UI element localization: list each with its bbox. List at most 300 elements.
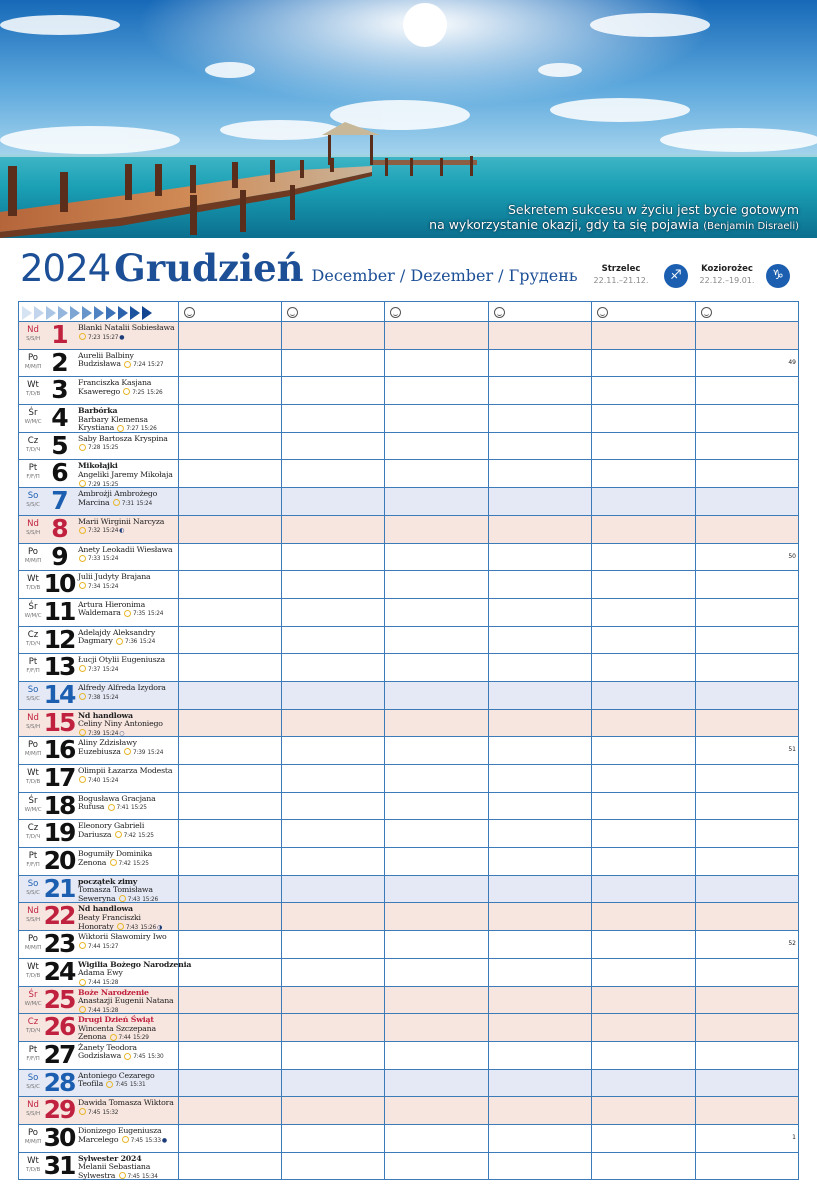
day-number: 26 [43, 1012, 75, 1042]
day-row [19, 986, 799, 1014]
weekday-abbreviations: S/S/Н [26, 723, 40, 730]
note-cell[interactable] [385, 405, 489, 433]
note-cell[interactable] [179, 765, 282, 793]
day-number: 14 [43, 679, 75, 709]
note-cell[interactable] [592, 765, 696, 793]
weekday-name: Śr [28, 989, 38, 1000]
sun-icon [124, 361, 131, 368]
sun-icon [79, 693, 86, 700]
weekday-abbreviations: S/S/Н [26, 529, 40, 536]
observance-label: Barbórka [78, 406, 118, 416]
note-cell[interactable] [282, 654, 385, 682]
note-cell[interactable] [592, 681, 696, 709]
note-cell[interactable] [592, 1069, 696, 1097]
note-cell[interactable] [179, 322, 282, 350]
note-cell[interactable] [696, 654, 799, 682]
note-cell[interactable] [696, 1041, 799, 1069]
note-cell[interactable] [592, 571, 696, 599]
note-cell[interactable] [592, 903, 696, 931]
name-days [78, 1155, 177, 1182]
note-cell[interactable] [385, 903, 489, 931]
day-info-cell [19, 432, 179, 460]
note-cell[interactable] [282, 792, 385, 820]
note-cell[interactable] [489, 654, 592, 682]
weekday-abbreviations: F/F/П [26, 1055, 40, 1062]
weekday-abbreviations: S/S/Н [26, 1111, 40, 1118]
sunset-time: 15:24 [136, 500, 152, 507]
note-cell[interactable] [696, 848, 799, 876]
note-cell[interactable] [179, 598, 282, 626]
name-day-text: Ambrożji Ambrożego [78, 489, 158, 499]
note-cell[interactable] [385, 543, 489, 571]
note-cell[interactable] [592, 709, 696, 737]
note-cell[interactable] [179, 1069, 282, 1097]
day-number: 10 [43, 569, 75, 599]
note-cell[interactable] [592, 1014, 696, 1042]
note-cell[interactable] [592, 460, 696, 488]
note-cell[interactable] [696, 1014, 799, 1042]
note-cell[interactable] [696, 571, 799, 599]
note-cell[interactable] [696, 903, 799, 931]
note-cell[interactable] [489, 709, 592, 737]
note-cell[interactable] [592, 875, 696, 903]
note-cell[interactable] [179, 377, 282, 405]
note-cell[interactable] [179, 1124, 282, 1152]
name-day-text: Saby Bartosza Kryspina [78, 433, 168, 443]
month-name: Grudzień [114, 246, 304, 290]
sunset-time: 15:24 [102, 777, 119, 784]
observance-label: Nd handlowa [78, 710, 133, 720]
note-cell[interactable] [179, 349, 282, 377]
note-cell[interactable] [385, 1041, 489, 1069]
smiley-icon [390, 307, 401, 318]
capricorn-icon: ♑ [766, 264, 790, 288]
note-cell[interactable] [282, 598, 385, 626]
zodiac-dates: 22.12.–19.01. [699, 276, 755, 285]
note-cell[interactable] [282, 1069, 385, 1097]
sun-icon [117, 923, 124, 930]
note-cell[interactable] [385, 377, 489, 405]
note-cell[interactable] [489, 1069, 592, 1097]
note-cell[interactable] [179, 543, 282, 571]
sunrise-time: 7:23 [88, 334, 101, 341]
weekday-name: So [27, 1072, 39, 1083]
weekday-abbreviations: W/M/С [24, 1000, 42, 1007]
weekday-name: Śr [28, 408, 38, 419]
name-day-text: Budzisława [78, 359, 121, 369]
note-cell[interactable] [282, 1014, 385, 1042]
note-cell[interactable] [385, 1152, 489, 1180]
note-cell[interactable] [489, 432, 592, 460]
note-cell[interactable] [282, 1124, 385, 1152]
note-cell[interactable] [592, 543, 696, 571]
note-cell[interactable] [592, 820, 696, 848]
note-cell[interactable] [696, 931, 799, 959]
sunrise-time: 7:38 [88, 694, 101, 701]
moon-phase-icon: ◐ [119, 527, 125, 535]
note-cell[interactable] [489, 848, 592, 876]
note-cell[interactable] [282, 681, 385, 709]
weekday-name: Cz [27, 1017, 39, 1028]
note-cell[interactable] [696, 681, 799, 709]
note-cell[interactable] [592, 515, 696, 543]
sun-icon [79, 444, 86, 451]
note-cell[interactable] [696, 377, 799, 405]
sun-icon [117, 425, 124, 432]
sunset-time: 15:26 [140, 426, 157, 433]
note-cell[interactable] [282, 460, 385, 488]
weekday-abbreviations: T/D/В [25, 391, 41, 398]
note-cell[interactable] [179, 681, 282, 709]
note-cell[interactable] [592, 848, 696, 876]
note-cell[interactable] [385, 349, 489, 377]
name-days [78, 1099, 177, 1117]
day-info-cell [19, 488, 179, 516]
name-day-text: Anastazji Eugenii Natana [78, 996, 174, 1006]
note-cell[interactable] [385, 1097, 489, 1125]
note-cell[interactable] [592, 322, 696, 350]
note-cell[interactable] [489, 349, 592, 377]
note-cell[interactable] [592, 1152, 696, 1180]
day-row [19, 515, 799, 543]
note-cell[interactable] [385, 931, 489, 959]
note-cell[interactable] [179, 903, 282, 931]
note-cell[interactable] [385, 875, 489, 903]
note-cell[interactable] [282, 709, 385, 737]
note-cell[interactable] [592, 737, 696, 765]
note-cell[interactable] [282, 903, 385, 931]
sun-icon [119, 1172, 126, 1179]
note-cell[interactable] [489, 488, 592, 516]
column-header [179, 302, 282, 322]
grid-header-row [19, 302, 799, 322]
note-cell[interactable] [282, 931, 385, 959]
note-cell[interactable] [696, 765, 799, 793]
note-cell[interactable] [282, 1097, 385, 1125]
note-cell[interactable] [489, 820, 592, 848]
weekday-name: Cz [27, 435, 39, 446]
note-cell[interactable] [385, 571, 489, 599]
sun-icon [79, 665, 86, 672]
note-cell[interactable] [696, 322, 799, 350]
note-cell[interactable] [489, 1097, 592, 1125]
note-cell[interactable] [696, 986, 799, 1014]
note-cell[interactable] [489, 986, 592, 1014]
note-cell[interactable] [385, 460, 489, 488]
note-cell[interactable] [282, 322, 385, 350]
note-cell[interactable] [179, 931, 282, 959]
note-cell[interactable] [179, 460, 282, 488]
note-cell[interactable] [489, 931, 592, 959]
note-cell[interactable] [179, 515, 282, 543]
day-number: 3 [51, 375, 67, 405]
note-cell[interactable] [489, 460, 592, 488]
name-days [78, 959, 192, 988]
day-info-cell [19, 1097, 179, 1125]
note-cell[interactable] [179, 875, 282, 903]
day-info-cell [19, 986, 179, 1014]
note-cell[interactable] [385, 681, 489, 709]
note-cell[interactable] [282, 626, 385, 654]
note-cell[interactable] [489, 405, 592, 433]
note-cell[interactable] [385, 1014, 489, 1042]
name-days [78, 712, 177, 739]
note-cell[interactable] [282, 820, 385, 848]
sun-icon [79, 979, 86, 986]
note-cell[interactable] [385, 515, 489, 543]
smiley-icon [287, 307, 298, 318]
weekday-abbreviations: S/S/С [26, 889, 40, 896]
day-row [19, 903, 799, 931]
day-number: 6 [51, 458, 67, 488]
note-cell[interactable] [282, 432, 385, 460]
note-cell[interactable] [385, 765, 489, 793]
note-cell[interactable] [282, 543, 385, 571]
moon-phase-icon: ● [119, 333, 125, 341]
note-cell[interactable] [592, 626, 696, 654]
note-cell[interactable] [179, 792, 282, 820]
note-cell[interactable] [592, 598, 696, 626]
note-cell[interactable] [282, 737, 385, 765]
day-number: 31 [43, 1150, 75, 1180]
day-info-cell [19, 1041, 179, 1069]
note-cell[interactable] [592, 488, 696, 516]
calendar-grid [18, 301, 799, 1180]
sunrise-time: 7:29 [88, 481, 101, 488]
sun-icon [110, 1034, 117, 1041]
note-cell[interactable] [592, 792, 696, 820]
name-day-text: Zenona [78, 857, 107, 867]
note-cell[interactable] [592, 958, 696, 986]
note-cell[interactable] [696, 349, 799, 377]
note-cell[interactable] [696, 460, 799, 488]
note-cell[interactable] [385, 322, 489, 350]
day-number: 2 [51, 347, 67, 377]
note-cell[interactable] [385, 488, 489, 516]
note-cell[interactable] [179, 709, 282, 737]
note-cell[interactable] [282, 377, 385, 405]
note-cell[interactable] [696, 432, 799, 460]
note-cell[interactable] [696, 1069, 799, 1097]
note-cell[interactable] [592, 377, 696, 405]
weekday-abbreviations: F/F/П [26, 474, 40, 481]
note-cell[interactable] [696, 737, 799, 765]
name-day-text: Teofila [78, 1079, 104, 1089]
note-cell[interactable] [179, 1041, 282, 1069]
day-info-cell [19, 1069, 179, 1097]
note-cell[interactable] [489, 1014, 592, 1042]
note-cell[interactable] [489, 875, 592, 903]
column-header [696, 302, 799, 322]
note-cell[interactable] [282, 1152, 385, 1180]
note-cell[interactable] [282, 405, 385, 433]
day-info-cell [19, 626, 179, 654]
sunset-time: 15:24 [102, 528, 119, 535]
note-cell[interactable] [282, 848, 385, 876]
note-cell[interactable] [282, 1041, 385, 1069]
note-cell[interactable] [592, 405, 696, 433]
weekday-name: Wt [27, 768, 39, 778]
note-cell[interactable] [179, 432, 282, 460]
note-cell[interactable] [282, 875, 385, 903]
note-cell[interactable] [592, 931, 696, 959]
note-cell[interactable] [696, 626, 799, 654]
sunrise-time: 7:31 [121, 500, 134, 507]
note-cell[interactable] [489, 1124, 592, 1152]
weekday-name: Cz [27, 823, 39, 834]
note-cell[interactable] [385, 654, 489, 682]
note-cell[interactable] [179, 1097, 282, 1125]
note-cell[interactable] [489, 543, 592, 571]
day-row [19, 737, 799, 765]
name-days [78, 905, 177, 932]
name-day-text: Żanety Teodora [78, 1042, 137, 1052]
note-cell[interactable] [385, 709, 489, 737]
day-row [19, 626, 799, 654]
day-info-cell [19, 515, 179, 543]
note-cell[interactable] [282, 986, 385, 1014]
note-cell[interactable] [489, 958, 592, 986]
note-cell[interactable] [592, 1041, 696, 1069]
note-cell[interactable] [179, 958, 282, 986]
note-cell[interactable] [696, 1124, 799, 1152]
note-cell[interactable] [179, 488, 282, 516]
note-cell[interactable] [696, 1152, 799, 1180]
note-cell[interactable] [385, 958, 489, 986]
note-cell[interactable] [179, 626, 282, 654]
note-cell[interactable] [179, 405, 282, 433]
smiley-icon [701, 307, 712, 318]
note-cell[interactable] [696, 488, 799, 516]
note-cell[interactable] [385, 432, 489, 460]
note-cell[interactable] [179, 848, 282, 876]
note-cell[interactable] [489, 626, 592, 654]
note-cell[interactable] [592, 654, 696, 682]
note-cell[interactable] [592, 1097, 696, 1125]
note-cell[interactable] [282, 515, 385, 543]
note-cell[interactable] [489, 792, 592, 820]
note-cell[interactable] [696, 1097, 799, 1125]
note-cell[interactable] [179, 1152, 282, 1180]
note-cell[interactable] [385, 598, 489, 626]
note-cell[interactable] [385, 737, 489, 765]
week-number: 49 [788, 358, 796, 366]
note-cell[interactable] [385, 820, 489, 848]
note-cell[interactable] [282, 571, 385, 599]
name-day-text: Wincenta Szczepana [78, 1023, 156, 1033]
note-cell[interactable] [179, 654, 282, 682]
day-number: 1 [51, 320, 67, 349]
day-row [19, 432, 799, 460]
day-info-cell [19, 598, 179, 626]
name-day-text: Honoraty [78, 921, 114, 931]
chevron-strip [19, 302, 179, 322]
sunset-time: 15:25 [138, 832, 154, 839]
name-day-text: Celiny Niny Antoniego [78, 719, 163, 729]
sun-icon [124, 610, 131, 617]
weekday-abbreviations: W/M/С [24, 806, 42, 813]
sun-icon [79, 942, 86, 949]
note-cell[interactable] [696, 709, 799, 737]
note-cell[interactable] [592, 349, 696, 377]
note-cell[interactable] [696, 875, 799, 903]
day-info-cell [19, 405, 179, 433]
note-cell[interactable] [179, 1014, 282, 1042]
note-cell[interactable] [282, 958, 385, 986]
note-cell[interactable] [282, 349, 385, 377]
note-cell[interactable] [489, 1152, 592, 1180]
observance-label: Nd handlowa [78, 904, 133, 914]
note-cell[interactable] [696, 792, 799, 820]
note-cell[interactable] [489, 681, 592, 709]
note-cell[interactable] [696, 820, 799, 848]
note-cell[interactable] [696, 405, 799, 433]
day-info-cell [19, 1014, 179, 1042]
week-number: 51 [788, 746, 796, 754]
note-cell[interactable] [179, 820, 282, 848]
observance-label: początek zimy [78, 876, 138, 886]
sunset-time: 15:33 [145, 1137, 161, 1144]
note-cell[interactable] [385, 848, 489, 876]
sunrise-time: 7:45 [88, 1109, 101, 1116]
note-cell[interactable] [282, 765, 385, 793]
note-cell[interactable] [489, 765, 592, 793]
note-cell[interactable] [696, 543, 799, 571]
name-day-text: Łucji Otylii Eugeniusza [78, 655, 165, 665]
sunset-time: 15:24 [102, 730, 119, 737]
note-cell[interactable] [696, 515, 799, 543]
sunset-time: 15:29 [133, 1035, 149, 1042]
note-cell[interactable] [179, 986, 282, 1014]
note-cell[interactable] [385, 792, 489, 820]
note-cell[interactable] [179, 571, 282, 599]
sunset-time: 15:26 [146, 389, 163, 396]
sunrise-time: 7:44 [118, 1035, 131, 1042]
zodiac-sagittarius [590, 264, 652, 285]
note-cell[interactable] [696, 598, 799, 626]
note-cell[interactable] [385, 1124, 489, 1152]
note-cell[interactable] [489, 571, 592, 599]
note-cell[interactable] [385, 1069, 489, 1097]
column-header [592, 302, 696, 322]
name-day-text: Ksawerego [78, 386, 120, 396]
note-cell[interactable] [489, 598, 592, 626]
note-cell[interactable] [282, 488, 385, 516]
note-cell[interactable] [489, 737, 592, 765]
note-cell[interactable] [179, 737, 282, 765]
note-cell[interactable] [385, 626, 489, 654]
note-cell[interactable] [489, 377, 592, 405]
note-cell[interactable] [592, 1124, 696, 1152]
note-cell[interactable] [489, 322, 592, 350]
sun-icon [79, 333, 86, 340]
sagittarius-icon: ♐ [664, 264, 688, 288]
note-cell[interactable] [385, 986, 489, 1014]
note-cell[interactable] [696, 958, 799, 986]
sunrise-time: 7:40 [88, 777, 101, 784]
note-cell[interactable] [489, 903, 592, 931]
note-cell[interactable] [592, 432, 696, 460]
smiley-icon [494, 307, 505, 318]
note-cell[interactable] [489, 1041, 592, 1069]
day-info-cell [19, 543, 179, 571]
note-cell[interactable] [489, 515, 592, 543]
weekday-abbreviations: S/S/С [26, 502, 40, 509]
note-cell[interactable] [592, 986, 696, 1014]
day-row [19, 958, 799, 986]
name-days [78, 1016, 177, 1043]
name-day-text: Alfredy Alfreda Izydora [78, 682, 166, 692]
